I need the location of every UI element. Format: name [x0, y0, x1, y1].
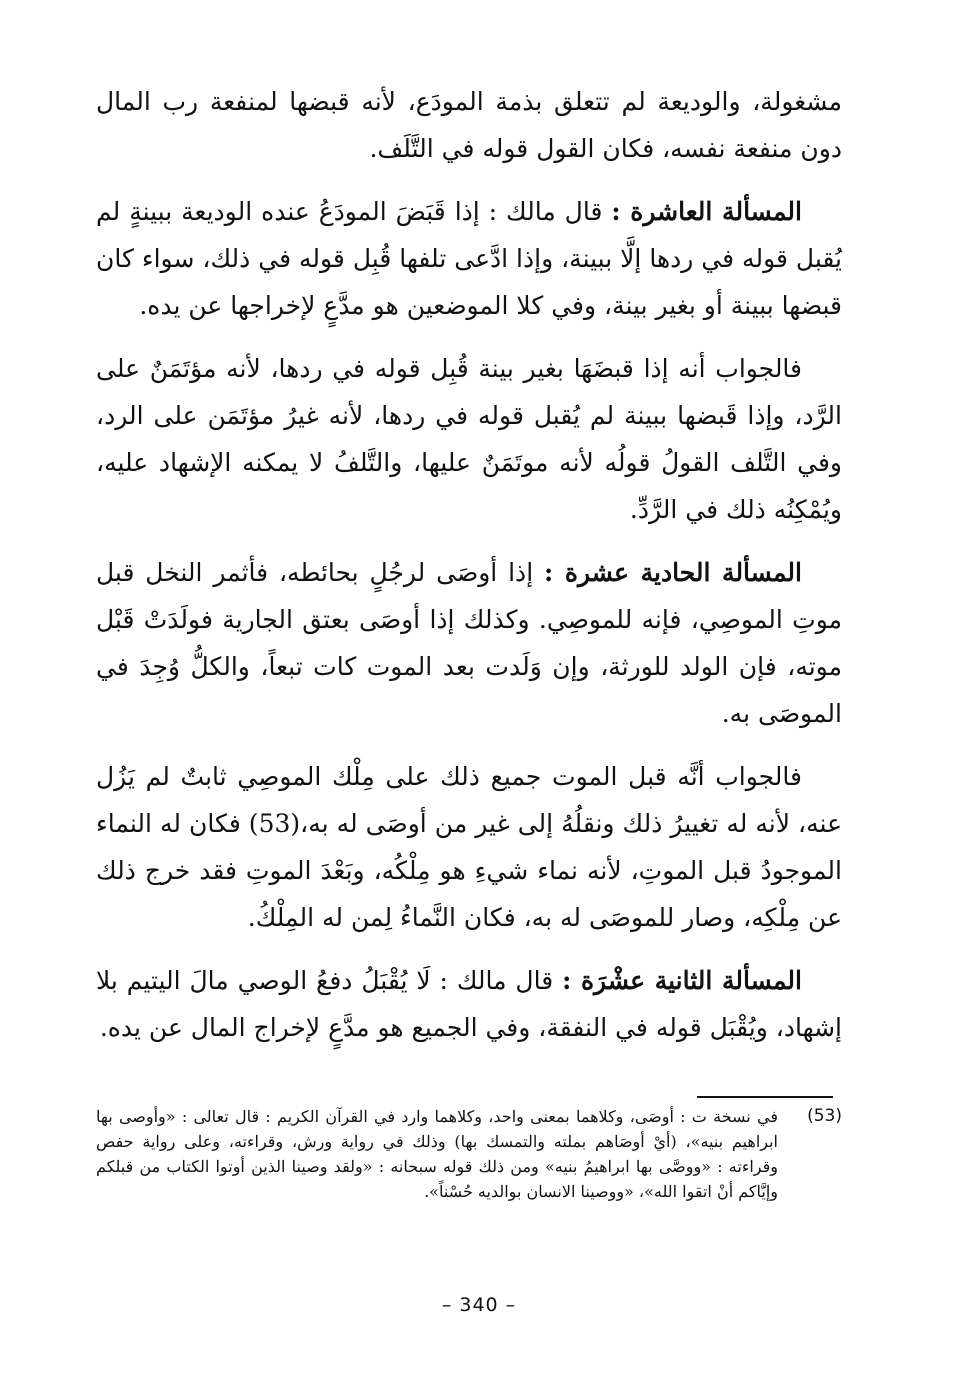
paragraph-5-text: فالجواب أنَّه قبل الموت جميع ذلك على مِلْك الموصِي ثابتٌ لم يَزُل عنه، لأنه له تغييرُ ذلك ونقلُهُ إلى غير من أوصَى له به،(53) فكان له النماء الموجودُ قبل الموتِ، لأنه نماء شيءِ هو مِلْكُه، وبَعْدَ الموتِ فقد خرج ذلك عن مِلْكِه، وصار للموصَى له به، فكان النَّماءُ لِمن له المِلْكُ.	[96, 762, 842, 932]
paragraph-5	[96, 753, 842, 941]
issue-10-heading: المسألة العاشرة :	[611, 197, 802, 226]
paragraph-6-text: قال مالك : لَا يُقْبَلُ دفعُ الوصي مالَ اليتيم بلا إشهاد، ويُقْبَل قوله في النفقة، وفي الجميع هو مدَّعٍ لإخراج المال عن يده.	[96, 966, 842, 1042]
issue-12-heading: المسألة الثانية عشْرَة :	[562, 966, 802, 995]
paragraph-1-text: مشغولة، والوديعة لم تتعلق بذمة المودَع، لأنه قبضها لمنفعة رب المال دون منفعة نفسه، فكان القول قوله في التَّلَف.	[96, 87, 842, 163]
footnote-text: في نسخة ت : أوصَى، وكلاهما بمعنى واحد، وكلاهما وارد في القرآن الكريم : قال تعالى : «وأوصى بها ابراهيم بنيه»، (أيْ أوصَاهم بملته والتمسك بها) وذلك في رواية ورش، وقراءته، وعلى رواية حفص وقراءته : «ووصَّى بها ابراهيمُ بنيه» ومن ذلك قوله سبحانه : «ولقد وصينا الذين أوتوا الكتاب من قبلكم وإيَّاكم أنْ اتقوا الله»، «ووصينا الانسان بوالديه حُسْناً».	[96, 1107, 778, 1201]
paragraph-4	[96, 549, 842, 737]
paragraph-4-text: إذا أوصَى لرجُلٍ بحائطه، فأثمر النخل قبل موتِ الموصِي، فإنه للموصِي. وكذلك إذا أوصَى بعتق الجارية فولَدَتْ قَبْل موته، فإن الولد للورثة، وإن وَلَدت بعد الموت كات تبعاً، والكلُّ وُجِدَ في الموصَى به.	[96, 558, 842, 728]
footnote-number: (53)	[807, 1106, 842, 1126]
issue-11-heading: المسألة الحادية عشرة :	[544, 558, 802, 587]
paragraph-3	[96, 345, 842, 533]
paragraph-3-text: فالجواب أنه إذا قبضَهَا بغير بينة قُبِل قوله في ردها، لأنه مؤتَمَنٌ على الرَّد، وإذا قَبضها ببينة لم يُقبل قوله في ردها، لأنه غيرُ مؤتَمَن على الرد، وفي التَّلف القولُ قولُه لأنه موتَمَنٌ عليها، والتَّلفُ لا يمكنه الإشهاد عليه، ويُمْكِنُه ذلك في الرَّدِّ.	[96, 354, 842, 524]
footnote	[96, 1104, 842, 1204]
main-text	[96, 78, 842, 1067]
paragraph-6	[96, 957, 842, 1051]
paragraph-2	[96, 188, 842, 329]
page-number: – 340 –	[441, 1294, 517, 1316]
footnote-divider	[697, 1096, 833, 1098]
paragraph-2-text: قال مالك : إذا قَبَضَ المودَعُ عنده الوديعة ببينةٍ لم يُقبل قوله في ردها إلَّا ببينة، وإذا ادَّعى تلفها قُبِل قوله في ذلك، سواء كان قبضها ببينة أو بغير بينة، وفي كلا الموضعين هو مدَّعٍ لإخراجها عن يده.	[96, 197, 842, 320]
paragraph-1	[96, 78, 842, 172]
